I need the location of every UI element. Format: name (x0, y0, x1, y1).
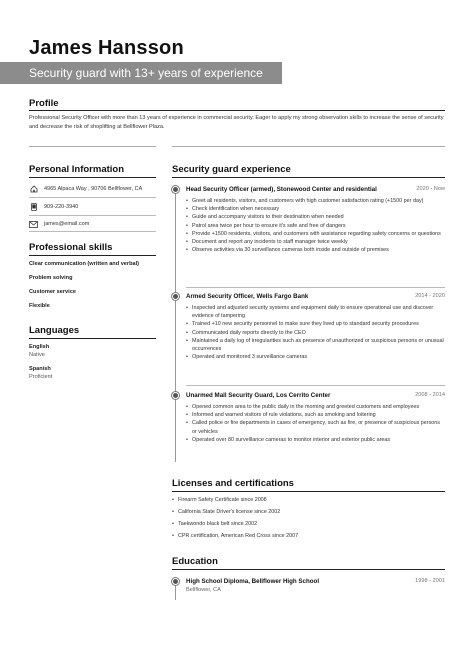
skill-item: Customer service (29, 289, 76, 295)
timeline-dot (172, 186, 179, 193)
job-bullet: • Observe activities via 30 surveillance cameras both inside and outside of premises (186, 246, 445, 254)
section-divider-right (172, 146, 445, 147)
education-location: Bellflower, CA (186, 587, 221, 593)
language-name: English (29, 344, 50, 350)
job-bullet: • Maintained a daily log of irregularities such as presence of unauthorized or suspicious persons or unusual occurrences (186, 337, 445, 353)
experience-heading: Security guard experience (172, 164, 291, 175)
job-dates: 2014 - 2020 (415, 293, 445, 299)
job-bullet: • Document and report any incidents to staff manager twice weekly (186, 238, 445, 246)
job-bullet: • Operated over 80 surveillance cameras to monitor interior and exterior public areas (186, 436, 445, 444)
timeline-dot (172, 392, 179, 399)
job-bullet: • Greet all residents, visitors, and customers with high customer satisfaction rating (+1500 per day) (186, 197, 445, 205)
education-heading: Education (172, 556, 218, 567)
personal-info-divider (29, 177, 156, 178)
home-icon (29, 185, 38, 193)
email-text[interactable]: james@email.com (44, 221, 90, 227)
job-bullet: • Inspected and adjusted security systems and equipment daily to ensure operational use and discover evidence of tampering (186, 304, 445, 320)
skills-heading: Professional skills (29, 242, 113, 253)
education-title: High School Diploma, Bellflower High School (186, 578, 320, 585)
job-bullets (186, 403, 445, 444)
job-separator (186, 287, 445, 288)
job-separator (186, 385, 445, 386)
job-dates: 2020 - Now (416, 186, 445, 192)
personal-info-heading: Personal Information (29, 164, 125, 175)
skill-item: Clear communication (written and verbal) (29, 261, 140, 267)
address-row (29, 185, 142, 193)
candidate-name: James Hansson (29, 37, 184, 59)
info-separator (29, 231, 156, 232)
skill-item: Problem solving (29, 275, 73, 281)
profile-divider (29, 110, 445, 111)
address-text: 4965 Alpaca Way , 90706 Bellflower, CA (44, 186, 143, 192)
email-row[interactable] (29, 220, 89, 228)
certification-item: • CPR certification, American Red Cross since 2007 (172, 530, 445, 542)
job-bullet: • Called police or fire departments in cases of emergency, such as fire, or presence of suspicious persons or vehicles (186, 419, 445, 435)
job-bullet: • Guide and accompany visitors to their destination when needed (186, 213, 445, 221)
job-title: Armed Security Officer, Wells Fargo Bank (186, 293, 309, 300)
job-bullet: • Informed and warned visitors of rule violations, such as smoking and loitering (186, 411, 445, 419)
info-separator (29, 197, 156, 198)
certification-item: • California State Driver's license since 2002 (172, 506, 445, 518)
job-bullet: • Operated and monitored 3 surveillance cameras (186, 353, 445, 361)
timeline-line (175, 190, 176, 380)
job-title: Unarmed Mall Security Guard, Los Cerrito Center (186, 392, 331, 399)
languages-heading: Languages (29, 325, 80, 336)
certification-item: • Firearm Safety Certificate since 2008 (172, 494, 445, 506)
education-divider (172, 569, 445, 570)
profile-heading: Profile (29, 98, 59, 109)
education-dates: 1998 - 2001 (415, 578, 445, 584)
skills-divider (29, 255, 156, 256)
languages-divider (29, 338, 156, 339)
job-bullet: • Communicated daily reports directly to the CEO (186, 329, 445, 337)
timeline-dot (172, 293, 179, 300)
job-dates: 2008 - 2014 (415, 392, 445, 398)
timeline-dot (172, 578, 179, 585)
job-bullet: • Provide +1500 residents, visitors, and customers with assistance regarding safety concerns or questions (186, 230, 445, 238)
certifications-heading: Licenses and certifications (172, 478, 294, 489)
phone-text: 909-220-3940 (44, 204, 79, 210)
certifications-list (172, 494, 445, 542)
language-level: Native (29, 352, 45, 358)
section-divider-left (29, 146, 156, 147)
certification-item: • Taekwondo black belt since 2002 (172, 518, 445, 530)
job-bullet: • Opened common area to the public daily in the morning and greeted customers and employees (186, 403, 445, 411)
language-name: Spanish (29, 366, 51, 372)
job-bullets (186, 197, 445, 254)
skill-item: Flexible (29, 303, 50, 309)
job-bullets (186, 304, 445, 361)
candidate-subtitle: Security guard with 13+ years of experience (29, 66, 263, 80)
certifications-divider (172, 491, 445, 492)
job-title: Head Security Officer (armed), Stonewood Center and residential (186, 186, 377, 193)
email-icon (29, 220, 38, 228)
phone-row (29, 203, 78, 211)
job-bullet: • Trained +10 new security personnel to make sure they lived up to standard security procedures (186, 320, 445, 328)
language-level: Proficient (29, 374, 53, 380)
experience-divider (172, 177, 445, 178)
info-separator (29, 215, 156, 216)
profile-text: Professional Security Officer with more than 13 years of experience in commercial security. Eager to apply my strong observation skills to increase the sense of security and decrease the risk of shoplifting at Bellflower Plaza. (29, 115, 444, 130)
phone-icon (29, 203, 38, 211)
job-bullet: • Check identification when necessary (186, 205, 445, 213)
job-bullet: • Patrol area twice per hour to ensure it's safe and free of dangers (186, 222, 445, 230)
